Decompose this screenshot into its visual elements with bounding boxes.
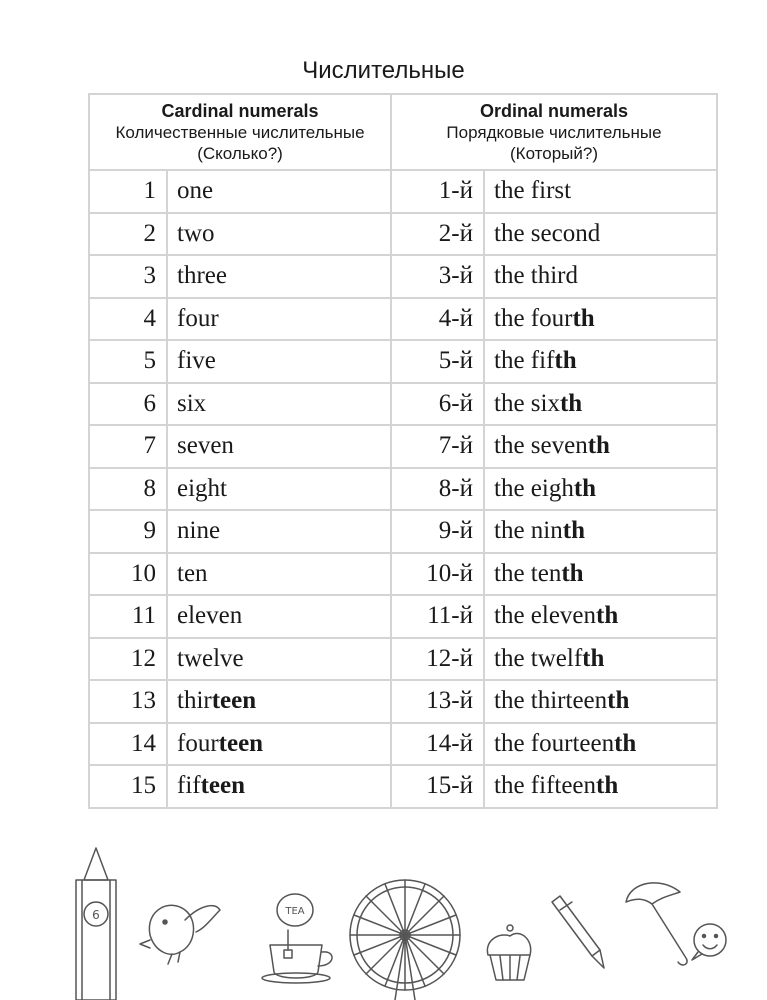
ordinal-number: 8-й	[391, 468, 484, 511]
ordinal-number: 14-й	[391, 723, 484, 766]
cardinal-word	[167, 638, 391, 681]
table-row	[89, 383, 717, 426]
ordinal-word-stem: the seven	[494, 432, 588, 460]
cardinal-header	[89, 94, 391, 170]
ordinal-word	[484, 170, 717, 213]
ordinal-word-suffix: th	[582, 644, 605, 672]
ordinal-word-stem: the fourteen	[494, 729, 615, 757]
cardinal-number: 1	[89, 170, 167, 213]
ordinal-header	[391, 94, 717, 170]
ordinal-word-stem: the fifteen	[494, 772, 597, 800]
ordinal-word-stem: the fif	[494, 347, 555, 375]
cardinal-word-stem: four	[177, 304, 219, 332]
ordinal-word-stem: the nin	[494, 517, 563, 545]
cardinal-word-stem: nine	[177, 517, 221, 545]
decorative-doodles	[0, 840, 767, 1000]
cardinal-word	[167, 595, 391, 638]
cardinal-word	[167, 723, 391, 766]
cardinal-number: 12	[89, 638, 167, 681]
ordinal-number: 9-й	[391, 510, 484, 553]
cardinal-word-stem: seven	[177, 432, 234, 460]
table-row	[89, 510, 717, 553]
table-row	[89, 213, 717, 256]
table-row	[89, 170, 717, 213]
ordinal-word-stem: the third	[494, 262, 579, 290]
ordinal-word-suffix: th	[596, 602, 619, 630]
cardinal-word	[167, 383, 391, 426]
ordinal-word-suffix: th	[572, 304, 595, 332]
cardinal-word	[167, 340, 391, 383]
cardinal-number: 11	[89, 595, 167, 638]
cardinal-word-stem: two	[177, 219, 215, 247]
cardinal-word	[167, 213, 391, 256]
cardinal-number: 15	[89, 765, 167, 808]
cardinal-word-stem: ten	[177, 559, 208, 587]
ordinal-word	[484, 468, 717, 511]
cardinal-word	[167, 170, 391, 213]
cardinal-word	[167, 468, 391, 511]
ordinal-number: 6-й	[391, 383, 484, 426]
cardinal-number: 3	[89, 255, 167, 298]
table-row	[89, 723, 717, 766]
cardinal-word	[167, 425, 391, 468]
ordinal-number: 12-й	[391, 638, 484, 681]
smiley-icon	[692, 924, 726, 960]
ordinal-word-stem: the thirteen	[494, 687, 608, 715]
cardinal-word-stem: three	[177, 262, 227, 290]
ordinal-word-suffix: th	[587, 432, 610, 460]
ordinal-number: 13-й	[391, 680, 484, 723]
ordinal-number: 5-й	[391, 340, 484, 383]
cardinal-header-question: (Сколько?)	[197, 143, 283, 163]
bird-icon	[140, 905, 220, 964]
ordinal-word	[484, 723, 717, 766]
cardinal-word	[167, 680, 391, 723]
ordinal-word-stem: the eleven	[494, 602, 597, 630]
ordinal-header-en: Ordinal numerals	[479, 100, 629, 121]
clock-face-number: 6	[92, 908, 100, 922]
table-row	[89, 638, 717, 681]
ordinal-word-stem: the twelf	[494, 644, 583, 672]
ordinal-word	[484, 680, 717, 723]
table-row	[89, 765, 717, 808]
cardinal-number: 10	[89, 553, 167, 596]
ordinal-number: 3-й	[391, 255, 484, 298]
ordinal-word	[484, 595, 717, 638]
cardinal-word-suffix: teen	[218, 729, 264, 757]
cardinal-number: 6	[89, 383, 167, 426]
table-row	[89, 468, 717, 511]
page-title: Числительные	[302, 57, 465, 84]
table-row	[89, 425, 717, 468]
ordinal-number: 4-й	[391, 298, 484, 341]
cardinal-number: 8	[89, 468, 167, 511]
ordinal-number: 1-й	[391, 170, 484, 213]
ordinal-word	[484, 255, 717, 298]
ordinal-word-suffix: th	[596, 772, 619, 800]
cardinal-number: 13	[89, 680, 167, 723]
ordinal-word	[484, 638, 717, 681]
pen-icon	[552, 896, 604, 968]
ordinal-word-stem: the four	[494, 304, 573, 332]
ordinal-word-suffix: th	[573, 474, 597, 502]
teacup-icon	[262, 894, 332, 983]
ordinal-word-stem: the ten	[494, 559, 562, 587]
ordinal-word-stem: the second	[494, 219, 601, 247]
cardinal-word-stem: four	[177, 729, 219, 757]
ordinal-header-ru: Порядковые числительные	[446, 122, 662, 142]
cardinal-word	[167, 765, 391, 808]
ordinal-word-suffix: th	[554, 347, 577, 375]
ordinal-number: 11-й	[391, 595, 484, 638]
ordinal-word	[484, 340, 717, 383]
ordinal-word	[484, 298, 717, 341]
ordinal-word	[484, 510, 717, 553]
cardinal-header-en: Cardinal numerals	[161, 100, 319, 121]
cardinal-header-ru: Количественные числительные	[115, 122, 365, 142]
cardinal-word	[167, 553, 391, 596]
table-row	[89, 680, 717, 723]
cardinal-word-stem: five	[177, 347, 216, 375]
cardinal-number: 4	[89, 298, 167, 341]
cardinal-word	[167, 510, 391, 553]
big-ben-icon	[76, 848, 116, 1000]
ordinal-word	[484, 765, 717, 808]
cardinal-number: 14	[89, 723, 167, 766]
cardinal-word-stem: fif	[177, 772, 201, 800]
ordinal-word	[484, 213, 717, 256]
numerals-table	[88, 93, 718, 809]
cardinal-word	[167, 298, 391, 341]
cardinal-number: 5	[89, 340, 167, 383]
cardinal-number: 7	[89, 425, 167, 468]
umbrella-icon	[626, 883, 687, 965]
table-row	[89, 595, 717, 638]
cupcake-icon	[487, 925, 530, 980]
ordinal-number: 15-й	[391, 765, 484, 808]
ordinal-word	[484, 383, 717, 426]
cardinal-word-suffix: teen	[211, 687, 257, 715]
table-row	[89, 553, 717, 596]
cardinal-word-stem: twelve	[177, 644, 244, 672]
ordinal-number: 7-й	[391, 425, 484, 468]
table-row	[89, 340, 717, 383]
ordinal-number: 10-й	[391, 553, 484, 596]
ordinal-word	[484, 425, 717, 468]
tea-label: TEA	[285, 906, 305, 917]
cardinal-word-stem: eleven	[177, 602, 243, 630]
cardinal-word-stem: six	[177, 389, 207, 417]
ordinal-number: 2-й	[391, 213, 484, 256]
cardinal-word-suffix: teen	[200, 772, 246, 800]
ordinal-header-question: (Который?)	[510, 143, 598, 163]
ordinal-word-stem: the first	[494, 177, 572, 205]
cardinal-number: 2	[89, 213, 167, 256]
cardinal-word	[167, 255, 391, 298]
cardinal-word-stem: thir	[177, 687, 212, 715]
ordinal-word-suffix: th	[561, 559, 584, 587]
table-row	[89, 255, 717, 298]
cardinal-word-stem: one	[177, 177, 214, 205]
ordinal-word-stem: the eigh	[494, 474, 574, 502]
ferris-wheel-icon	[350, 880, 460, 1000]
ordinal-word-suffix: th	[607, 687, 630, 715]
ordinal-word-suffix: th	[614, 729, 637, 757]
ordinal-word-suffix: th	[559, 389, 583, 417]
ordinal-word-suffix: th	[562, 517, 585, 545]
table-row	[89, 298, 717, 341]
ordinal-word-stem: the six	[494, 389, 560, 417]
cardinal-number: 9	[89, 510, 167, 553]
ordinal-word	[484, 553, 717, 596]
cardinal-word-stem: eight	[177, 474, 227, 502]
